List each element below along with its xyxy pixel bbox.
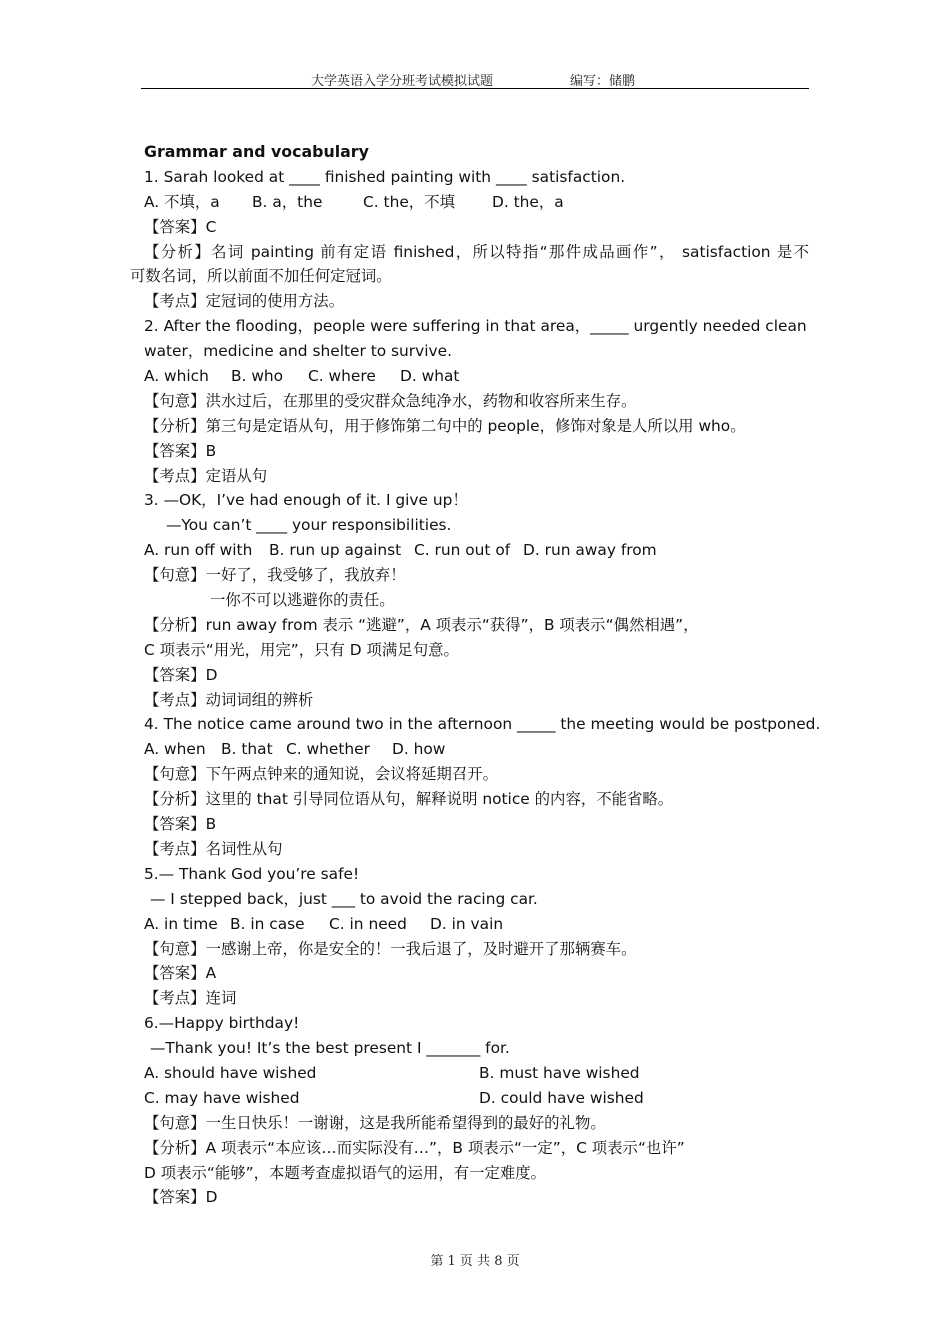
q5-option-c: C. in need: [329, 914, 407, 933]
q1-options: [144, 190, 809, 215]
q2-meaning: 【句意】洪水过后，在那里的受灾群众急纯净水，药物和收容所来生存。: [144, 391, 637, 410]
q5-stem-line-1: 5.— Thank God you’re safe!: [144, 864, 360, 883]
q6-option-c: C. may have wished: [144, 1088, 300, 1107]
q1-option-d: D. the，a: [492, 192, 564, 211]
q5-meaning: 【句意】一感谢上帝，你是安全的！一我后退了，及时避开了那辆赛车。: [144, 939, 637, 958]
q3-stem-line-2: —You can’t ____ your responsibilities.: [166, 516, 452, 535]
header-rule: [141, 88, 809, 89]
q6-option-a: A. should have wished: [144, 1063, 317, 1082]
q2-stem-line-2: water，medicine and shelter to survive.: [144, 342, 452, 361]
q3-point: 【考点】动词词组的辨析: [144, 690, 314, 709]
q2-analysis: 【分析】第三句是定语从句，用于修饰第二句中的 people，修饰对象是人所以用 who。: [144, 416, 746, 435]
q6-analysis-line-2: D 项表示“能够”，本题考查虚拟语气的运用，有一定难度。: [144, 1163, 547, 1182]
q3-stem-line-1: 3. —OK，I’ve had enough of it. I give up！: [144, 491, 468, 510]
q4-option-c: C. whether: [286, 740, 370, 759]
section-heading: Grammar and vocabulary: [144, 142, 369, 161]
q2-answer: 【答案】B: [144, 441, 217, 460]
q5-answer: 【答案】A: [144, 964, 217, 983]
q3-option-c: C. run out of: [414, 541, 511, 560]
q1-stem: 1. Sarah looked at ____ finished painting with ____ satisfaction.: [144, 167, 626, 186]
q5-option-a: A. in time: [144, 914, 218, 933]
q3-answer: 【答案】D: [144, 665, 218, 684]
q4-options: [144, 737, 809, 762]
q2-option-b: B. who: [231, 367, 284, 386]
q4-point: 【考点】名词性从句: [144, 839, 283, 858]
q6-stem-line-1: 6.—Happy birthday!: [144, 1014, 300, 1033]
q1-option-b: B. a，the: [252, 192, 323, 211]
q4-analysis: 【分析】这里的 that 引导同位语从句，解释说明 notice 的内容，不能省略。: [144, 790, 674, 809]
q3-option-b: B. run up against: [269, 541, 402, 560]
q2-stem-line-1: 2. After the flooding，people were suffering in that area，_____ urgently needed clean: [144, 317, 807, 336]
q3-meaning-line-1: 【句意】一好了，我受够了，我放弃！: [144, 566, 406, 585]
q6-options-row-2: [144, 1086, 809, 1111]
q6-analysis-line-1: 【分析】A 项表示“本应该…而实际没有…”，B 项表示“一定”，C 项表示“也许”: [144, 1138, 685, 1157]
q2-option-d: D. what: [400, 367, 460, 386]
q3-option-d: D. run away from: [523, 541, 657, 560]
q6-meaning: 【句意】一生日快乐！一谢谢，这是我所能希望得到的最好的礼物。: [144, 1113, 606, 1132]
q5-point: 【考点】连词: [144, 989, 237, 1008]
q4-option-b: B. that: [221, 740, 273, 759]
q3-meaning-line-2: 一你不可以逃避你的责任。: [210, 591, 395, 610]
page-header: [0, 70, 950, 90]
q5-option-b: B. in case: [230, 914, 305, 933]
document-body: [130, 140, 821, 1210]
q6-option-b: B. must have wished: [479, 1063, 640, 1082]
q6-options-row-1: [144, 1061, 809, 1086]
q1-analysis-line-2: 可数名词，所以前面不加任何定冠词。: [130, 267, 392, 286]
q5-options: [144, 912, 809, 937]
q3-option-a: A. run off with: [144, 541, 253, 560]
q2-option-a: A. which: [144, 367, 209, 386]
q5-stem-line-2: — I stepped back，just ___ to avoid the racing car.: [150, 889, 538, 908]
q1-option-a: A. 不填，a: [144, 192, 220, 211]
q3-analysis-line-2: C 项表示“用光，用完”，只有 D 项满足句意。: [144, 640, 459, 659]
q1-answer: 【答案】C: [144, 217, 217, 236]
q1-option-c: C. the，不填: [363, 192, 455, 211]
q4-answer: 【答案】B: [144, 815, 217, 834]
q4-option-d: D. how: [392, 740, 446, 759]
q1-point: 【考点】定冠词的使用方法。: [144, 292, 345, 311]
q5-option-d: D. in vain: [430, 914, 504, 933]
q2-options: [144, 364, 809, 389]
header-author: 编写：储鹏: [570, 74, 636, 89]
q6-option-d: D. could have wished: [479, 1088, 644, 1107]
q1-analysis-line-1: 【分析】名词 painting 前有定语 finished，所以特指“那件成品画作”， satisfaction 是不: [144, 242, 809, 261]
q6-stem-line-2: —Thank you! It’s the best present I _______ for.: [150, 1039, 510, 1058]
q3-options: [144, 538, 809, 563]
q2-option-c: C. where: [308, 367, 376, 386]
q4-stem: 4. The notice came around two in the afternoon _____ the meeting would be postponed.: [144, 715, 821, 734]
q6-answer: 【答案】D: [144, 1188, 218, 1207]
q4-meaning: 【句意】下午两点钟来的通知说，会议将延期召开。: [144, 765, 498, 784]
q3-analysis-line-1: 【分析】run away from 表示 “逃避”，A 项表示“获得”，B 项表示“偶然相遇”，: [144, 615, 699, 634]
q4-option-a: A. when: [144, 740, 206, 759]
header-title: 大学英语入学分班考试模拟试题: [311, 74, 494, 89]
q2-point: 【考点】定语从句: [144, 466, 268, 485]
page-footer: 第 1 页 共 8 页: [430, 1254, 520, 1269]
